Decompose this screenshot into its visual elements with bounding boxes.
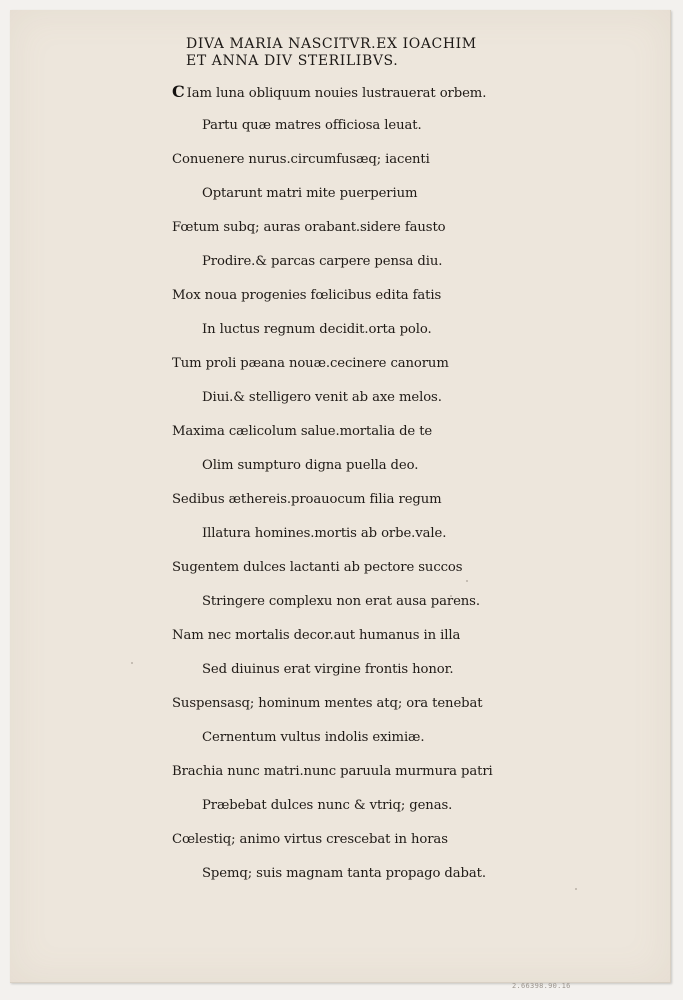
verse-line: Mox noua progenies fœlicibus edita fatis xyxy=(172,288,442,303)
verse-line: In luctus regnum decidit.orta polo. xyxy=(202,322,432,337)
verse-text: Iam luna obliquum nouies lustrauerat orbem. xyxy=(186,86,487,101)
verse-line: Olim sumpturo digna puella deo. xyxy=(202,458,419,473)
title-line: DIVA MARIA NASCITVR.EX IOACHIM xyxy=(186,36,477,52)
title-line: ET ANNA DIV STERILIBVS. xyxy=(186,53,399,69)
verse-line: Optarunt matri mite puerperium xyxy=(202,186,418,201)
verse-line: Nam nec mortalis decor.aut humanus in illa xyxy=(172,628,461,643)
verse-line: Fœtum subq; auras orabant.sidere fausto xyxy=(172,220,446,235)
verse-line: Maxima cælicolum salue.mortalia de te xyxy=(172,424,433,439)
accession-number: 2.66398.90.16 xyxy=(512,982,571,990)
verse-line: Præbebat dulces nunc & vtriq; genas. xyxy=(202,798,453,813)
verse-line: Partu quæ matres officiosa leuat. xyxy=(202,118,422,133)
verse-line: Prodire.& parcas carpere pensa diu. xyxy=(202,254,443,269)
verse-line: Sed diuinus erat virgine frontis honor. xyxy=(202,662,454,677)
paper-speck xyxy=(575,888,577,890)
verse-line: Suspensasq; hominum mentes atq; ora tenebat xyxy=(172,696,483,711)
verse-line: Sugentem dulces lactanti ab pectore succos xyxy=(172,560,463,575)
verse-line: Tum proli pæana nouæ.cecinere canorum xyxy=(172,356,449,371)
verse-line: Spemq; suis magnam tanta propago dabat. xyxy=(202,866,486,881)
verse-line: Illatura homines.mortis ab orbe.vale. xyxy=(202,526,447,541)
verse-line: Cœlestiq; animo virtus crescebat in horas xyxy=(172,832,448,847)
verse-line: Cernentum vultus indolis eximiæ. xyxy=(202,730,425,745)
verse-line: Diui.& stelligero venit ab axe melos. xyxy=(202,390,442,405)
poem-body xyxy=(172,80,502,896)
verse-line: Conuenere nurus.circumfusæq; iacenti xyxy=(172,152,430,167)
initial-letter: C xyxy=(172,82,185,101)
verse-line: Brachia nunc matri.nunc paruula murmura patri xyxy=(172,764,493,779)
verse-line: Sedibus æthereis.proauocum filia regum xyxy=(172,492,442,507)
poem-title xyxy=(186,36,516,70)
verse-line xyxy=(172,80,502,114)
verse-line: Stringere complexu non erat ausa parens. xyxy=(202,594,480,609)
paper-speck xyxy=(131,662,133,664)
